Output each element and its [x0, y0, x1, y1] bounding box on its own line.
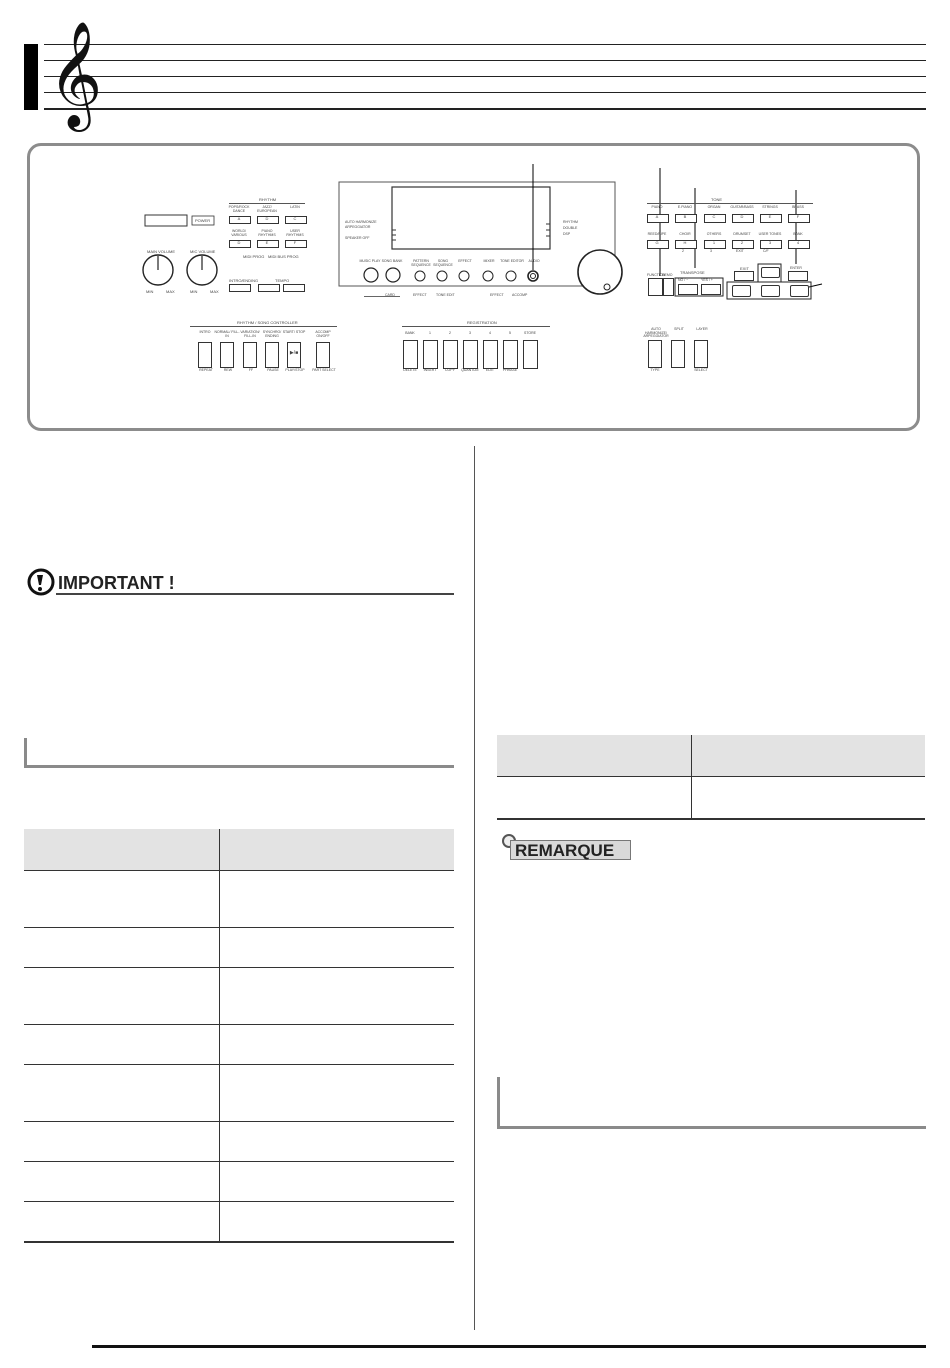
controller-button[interactable]: [243, 342, 257, 368]
center-round-button[interactable]: [415, 269, 429, 283]
center-sub-label: TONE EDIT: [436, 293, 455, 297]
transpose-label: TRANSPOSE: [680, 270, 705, 275]
table-column-separator: [691, 735, 692, 777]
center-button-label: SONG BANK: [381, 259, 403, 263]
cursor-left-button[interactable]: [732, 285, 751, 297]
controller-button[interactable]: [198, 342, 212, 368]
table-column-separator: [219, 928, 220, 968]
registration-button-label: 3: [469, 331, 471, 335]
registration-button-label: 4: [489, 331, 491, 335]
table-row: [24, 1122, 454, 1162]
keyboard-panel: [27, 143, 920, 431]
controller-button[interactable]: [220, 342, 234, 368]
tone-button-key: D: [740, 214, 744, 219]
center-button-label: EFFECT: [458, 259, 472, 263]
tone-button-key: E: [768, 214, 772, 219]
rhythm-group-title: RHYTHM: [259, 197, 277, 202]
tone-button-key: 4: [796, 240, 800, 245]
table-row: [24, 1162, 454, 1202]
center-round-button[interactable]: [386, 269, 400, 283]
controller-button-label: START/ STOP: [282, 330, 306, 334]
registration-sub-label: QUANTIZE: [461, 368, 479, 372]
table-column-separator: [219, 1202, 220, 1242]
tone-button-label: REED/PIPE: [647, 232, 667, 236]
tone-sub-label: 2: [682, 249, 684, 253]
tone-button-label: DRUMSET: [733, 232, 751, 236]
demo-label: DEMO: [662, 273, 673, 277]
center-button-label: MIXER: [483, 259, 495, 263]
tempo-up-button[interactable]: [283, 284, 305, 292]
yes-plus-label: YES / +: [701, 278, 713, 282]
table-column-separator: [691, 777, 692, 819]
tone-button-label: E.PIANO: [677, 205, 693, 209]
tone-button-label: BANK: [793, 232, 803, 236]
tone-button-label: STRINGS: [762, 205, 778, 209]
important-heading: [26, 567, 454, 597]
section-heading-box-right: [497, 1077, 926, 1129]
controller-sub-label: REW: [223, 368, 233, 372]
display-left-label: SPEAKER OFF: [345, 236, 370, 240]
table-row: [24, 1025, 454, 1065]
center-button-label: TONE EDITOR: [500, 259, 524, 263]
controller-sub-label: REPEAT: [199, 368, 213, 372]
rhythm-button-key: A: [237, 216, 241, 221]
controller-sub-label: PART SELECT: [312, 368, 336, 372]
music-staff-line: [44, 60, 926, 61]
center-round-button[interactable]: [506, 269, 520, 283]
demo-button[interactable]: [663, 278, 674, 296]
knob-scale-label: MIN: [146, 289, 154, 294]
table-column-separator: [219, 1065, 220, 1122]
table-column-separator: [219, 1162, 220, 1202]
yes-plus-button[interactable]: [701, 284, 721, 295]
center-sub-label: EFFECT: [490, 293, 504, 297]
rhythm-button-label: LATIN: [290, 205, 300, 209]
rhythm-group-rule: [229, 203, 305, 204]
table-header-row: [497, 735, 925, 777]
tone-button-key: B: [683, 214, 687, 219]
controller-button-label: NORMAL/ FILL-IN: [214, 330, 240, 338]
tone-button-key: 2: [740, 240, 744, 245]
controller-button[interactable]: [265, 342, 279, 368]
registration-sub-label: DELETE: [403, 368, 417, 372]
registration-button-label: 1: [429, 331, 431, 335]
controller-group-title: RHYTHM / SONG CONTROLLER: [237, 320, 298, 325]
chapter-tab: [24, 44, 38, 110]
display-left-label: ARPEGGIATOR: [345, 225, 371, 229]
table-column-separator: [219, 829, 220, 871]
section-heading-box-left: [24, 738, 454, 768]
midi-prog-label: MIDI PROG: [243, 254, 265, 259]
tone-button-label: CHOIR: [679, 232, 691, 236]
registration-button[interactable]: [423, 340, 438, 369]
function-label: FUNCTION: [647, 273, 666, 277]
table-header-row: [24, 829, 454, 871]
controller-button-label: VARIATION/ FILL-IN: [240, 330, 260, 338]
rhythm-button-key: D: [237, 240, 241, 245]
center-round-button[interactable]: [528, 269, 542, 283]
registration-sub-label: INSERT: [423, 368, 437, 372]
center-button-label: PATTERN SEQUENCE: [411, 259, 431, 267]
warning-icon: [26, 567, 56, 597]
registration-title: REGISTRATION: [467, 320, 497, 325]
play-stop-symbol: ▶/■: [289, 350, 299, 356]
center-button-label: SONG SEQUENCE: [433, 259, 453, 267]
tone-button-key: G: [655, 240, 659, 245]
tone-button-key: H: [683, 240, 687, 245]
remarque-title: REMARQUE: [515, 841, 615, 860]
enter-label: ENTER: [790, 266, 802, 270]
rhythm-button-label: WORLD/ VARIOUS: [231, 229, 247, 237]
tone-button-label: BRASS: [792, 205, 804, 209]
power-label: POWER: [195, 218, 211, 223]
tone-sub-label: 3: [710, 249, 712, 253]
main-volume-label: MAIN VOLUME: [147, 249, 176, 254]
tone-button-key: 1: [712, 240, 716, 245]
knob-scale-label: MIN: [190, 289, 198, 294]
tone-button-label: GUITAR/BASS: [730, 205, 754, 209]
table-column-separator: [219, 968, 220, 1025]
center-round-button[interactable]: [364, 269, 378, 283]
center-round-button[interactable]: [459, 269, 473, 283]
controller-button[interactable]: [316, 342, 330, 368]
right-button-label: AUTO HARMONIZE/ ARPEGGIATOR: [643, 327, 669, 339]
right-sub-label: TYPE: [650, 368, 660, 372]
table-row: [24, 871, 454, 928]
table-column-separator: [219, 1122, 220, 1162]
exit-label: EXIT: [740, 266, 749, 271]
controller-sub-label: PLAY/STOP: [285, 368, 305, 372]
table-column-separator: [219, 1025, 220, 1065]
cursor-right-button[interactable]: [790, 285, 809, 297]
display-right-label: DSP: [563, 232, 571, 236]
center-round-button[interactable]: [483, 269, 497, 283]
registration-sub-label: EDIT: [486, 368, 494, 372]
tone-button-label: ORGAN: [707, 205, 721, 209]
column-divider: [474, 446, 475, 1330]
jog-dial[interactable]: [578, 250, 622, 294]
center-sub-label: CARD: [385, 293, 395, 297]
rhythm-button-label: POPS/ROCK DANCE: [228, 205, 250, 213]
tone-button-key: 3: [768, 240, 772, 245]
display-right-label: RHYTHM: [563, 220, 578, 224]
table-row: [497, 777, 925, 819]
exit-button[interactable]: [734, 271, 754, 281]
tempo-down-button[interactable]: [258, 284, 280, 292]
tone-button-key: A: [655, 214, 659, 219]
registration-sub-label: PHRASE: [502, 368, 518, 372]
registration-button[interactable]: [403, 340, 418, 369]
right-button[interactable]: [671, 340, 685, 368]
music-staff-line: [44, 44, 926, 45]
center-button-label: MUSIC PLAY: [359, 259, 381, 263]
knob-scale-label: MAX: [210, 289, 219, 294]
power-button[interactable]: [145, 215, 187, 226]
controller-button-label: SYNCHRO/ ENDING: [262, 330, 282, 338]
intro-ending-button[interactable]: [229, 284, 251, 292]
registration-button-label: BANK: [405, 331, 415, 335]
right-button[interactable]: [648, 340, 662, 368]
table-row: [24, 928, 454, 968]
registration-button[interactable]: [483, 340, 498, 369]
center-sub-label: EFFECT: [413, 293, 427, 297]
music-staff-line: [44, 108, 926, 110]
tone-button-label: OTHERS: [706, 232, 722, 236]
registration-sub-label: COPY: [445, 368, 455, 372]
center-sub-label: ACCOMP: [512, 293, 528, 297]
tone-button-key: F: [796, 214, 800, 219]
tone-sub-label: EXIT: [736, 249, 744, 253]
function-button[interactable]: [648, 278, 663, 296]
rhythm-button-key: F: [293, 240, 297, 245]
controller-group-rule: [190, 326, 337, 327]
cursor-up-button[interactable]: [761, 267, 780, 278]
no-minus-label: NO / −: [678, 278, 689, 282]
registration-button[interactable]: [463, 340, 478, 369]
no-minus-button[interactable]: [678, 284, 698, 295]
tempo-label: TEMPO: [275, 278, 290, 283]
tone-button-key: C: [712, 214, 716, 219]
rhythm-button-key: E: [265, 240, 269, 245]
music-staff-line: [44, 76, 926, 77]
table-column-separator: [219, 871, 220, 928]
table-row: [24, 968, 454, 1025]
table-row: [24, 1065, 454, 1122]
tone-sub-label: C/F: [763, 249, 769, 253]
registration-rule: [402, 326, 550, 327]
main-volume-knob[interactable]: [143, 255, 173, 285]
table-row-rule: [497, 818, 925, 820]
rhythm-button-label: USER RHYTHMS: [286, 229, 304, 237]
remarque-heading: [500, 833, 926, 861]
right-button-label: SPLIT: [674, 327, 684, 331]
controller-sub-label: FF: [248, 368, 254, 372]
mic-volume-label: MIC VOLUME: [190, 249, 216, 254]
registration-button[interactable]: [523, 340, 538, 369]
midi-bus-prog-label: MIDI BUS PROG: [268, 254, 299, 259]
intro-ending-label: INTRO/ENDING: [229, 278, 259, 283]
tone-group-title: TONE: [711, 197, 723, 202]
rhythm-button-label: PIANO RHYTHMS: [258, 229, 276, 237]
music-staff-line: [44, 92, 926, 93]
table-row-rule: [24, 1241, 454, 1243]
display-right-label: DOUBLE: [563, 226, 578, 230]
cursor-down-button[interactable]: [761, 285, 780, 297]
tone-group-rule: [647, 203, 813, 204]
lcd-display: [392, 187, 550, 249]
rhythm-button-key: D: [265, 216, 269, 221]
controller-button-label: INTRO: [199, 330, 211, 334]
controller-sub-label: PAUSE: [267, 368, 279, 372]
table-row: [24, 1202, 454, 1242]
important-title: IMPORTANT !: [58, 573, 175, 593]
registration-button[interactable]: [443, 340, 458, 369]
right-button-label: LAYER: [696, 327, 708, 331]
registration-button-label: STORE: [524, 331, 536, 335]
center-round-button[interactable]: [437, 269, 451, 283]
treble-clef-icon: 𝄞: [48, 20, 103, 127]
rhythm-button-label: JAZZ/ EUROPEAN: [257, 205, 277, 213]
display-left-label: AUTO HARMONIZE: [345, 220, 377, 224]
enter-button[interactable]: [788, 271, 808, 281]
right-button[interactable]: [694, 340, 708, 368]
registration-button[interactable]: [503, 340, 518, 369]
controller-button-label: ACCOMP ON/OFF: [315, 330, 331, 338]
registration-button-label: 5: [509, 331, 511, 335]
right-sub-label: SELECT: [694, 368, 708, 372]
center-button-label: AUDIO: [528, 259, 540, 263]
tone-button-label: USER TONES: [758, 232, 782, 236]
important-rule: [56, 593, 454, 595]
mic-volume-knob[interactable]: [187, 255, 217, 285]
rhythm-button-key: C: [293, 216, 297, 221]
tone-button-label: PIANO: [651, 205, 663, 209]
footer-rule: [92, 1345, 926, 1348]
registration-button-label: 2: [449, 331, 451, 335]
knob-scale-label: MAX: [166, 289, 175, 294]
